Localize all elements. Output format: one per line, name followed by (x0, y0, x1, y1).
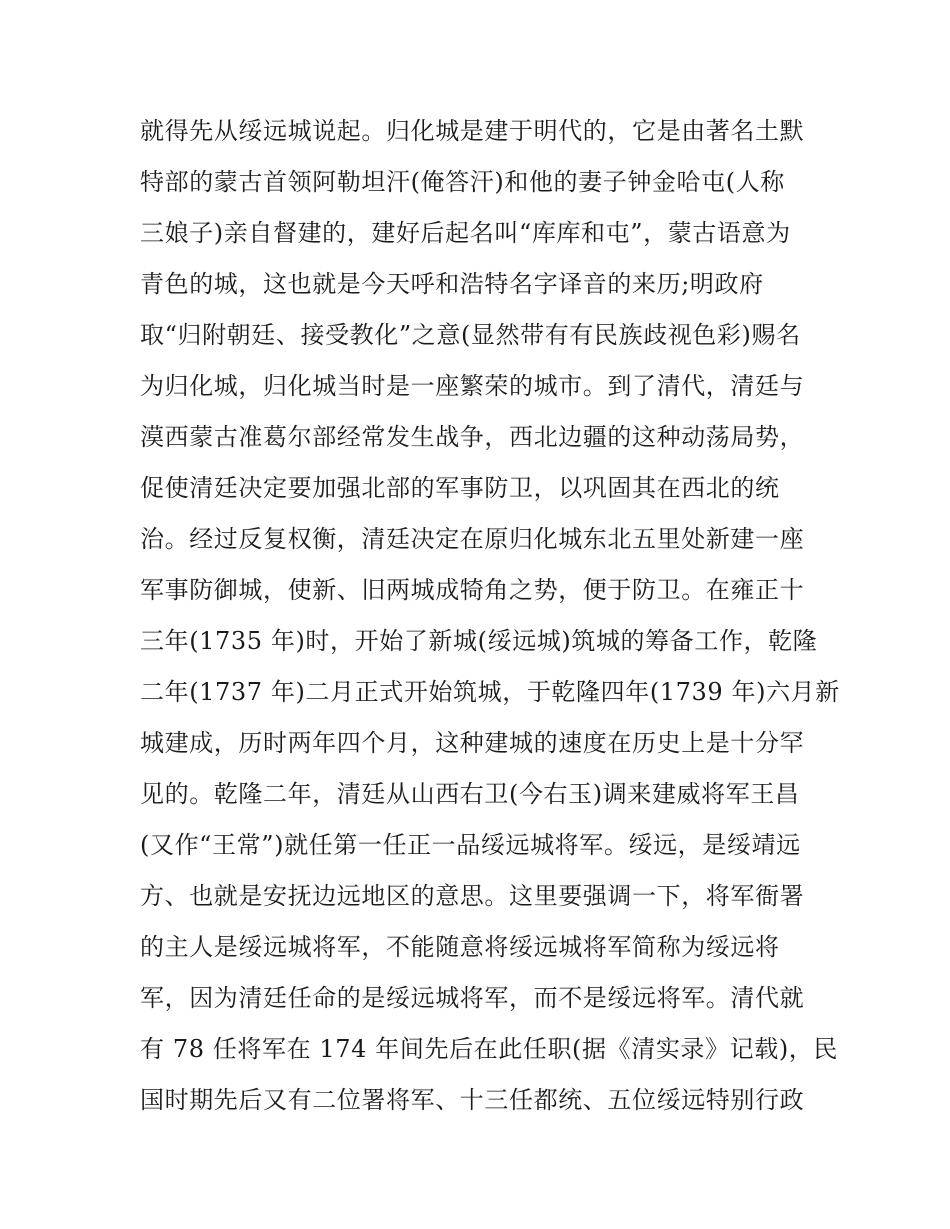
text-line: 的主人是绥远城将军，不能随意将绥远城将军简称为绥远将 (140, 933, 780, 961)
text-line: 军事防御城，使新、旧两城成犄角之势，便于防卫。在雍正十 (140, 576, 805, 604)
text-line: 取“归附朝廷、接受教化”之意(显然带有有民族歧视色彩)赐名 (140, 321, 801, 349)
text-line: 就得先从绥远城说起。归化城是建于明代的，它是由著名土默 (140, 117, 805, 145)
text-line: 青色的城，这也就是今天呼和浩特名字译音的来历;明政府 (140, 270, 764, 298)
text-line: 漠西蒙古准葛尔部经常发生战争，西北边疆的这种动荡局势， (140, 423, 805, 451)
body-text (140, 106, 840, 1126)
text-line: 城建成，历时两年四个月，这种建城的速度在历史上是十分罕 (140, 729, 805, 757)
text-line: 方、也就是安抚边远地区的意思。这里要强调一下，将军衙署 (140, 882, 805, 910)
text-line: 国时期先后又有二位署将军、十三任都统、五位绥远特别行政 (140, 1086, 805, 1114)
text-line: 特部的蒙古首领阿勒坦汗(俺答汗)和他的妻子钟金哈屯(人称 (140, 168, 785, 196)
text-line: 军，因为清廷任命的是绥远城将军，而不是绥远将军。清代就 (140, 984, 805, 1012)
text-line: 三娘子)亲自督建的，建好后起名叫“库库和屯”，蒙古语意为 (140, 219, 791, 247)
text-line: 促使清廷决定要加强北部的军事防卫，以巩固其在西北的统 (140, 474, 780, 502)
text-line: 有 78 任将军在 174 年间先后在此任职(据《清实录》记载)，民 (140, 1035, 838, 1063)
text-line: 治。经过反复权衡，清廷决定在原归化城东北五里处新建一座 (140, 525, 805, 553)
text-line: 为归化城，归化城当时是一座繁荣的城市。到了清代，清廷与 (140, 372, 805, 400)
text-line: (又作“王常”)就任第一任正一品绥远城将军。绥远，是绥靖远 (140, 831, 801, 859)
text-line: 二年(1737 年)二月正式开始筑城，于乾隆四年(1739 年)六月新 (140, 678, 840, 706)
text-line: 三年(1735 年)时，开始了新城(绥远城)筑城的筹备工作，乾隆 (140, 627, 818, 655)
text-line: 见的。乾隆二年，清廷从山西右卫(今右玉)调来建威将军王昌 (140, 780, 800, 808)
